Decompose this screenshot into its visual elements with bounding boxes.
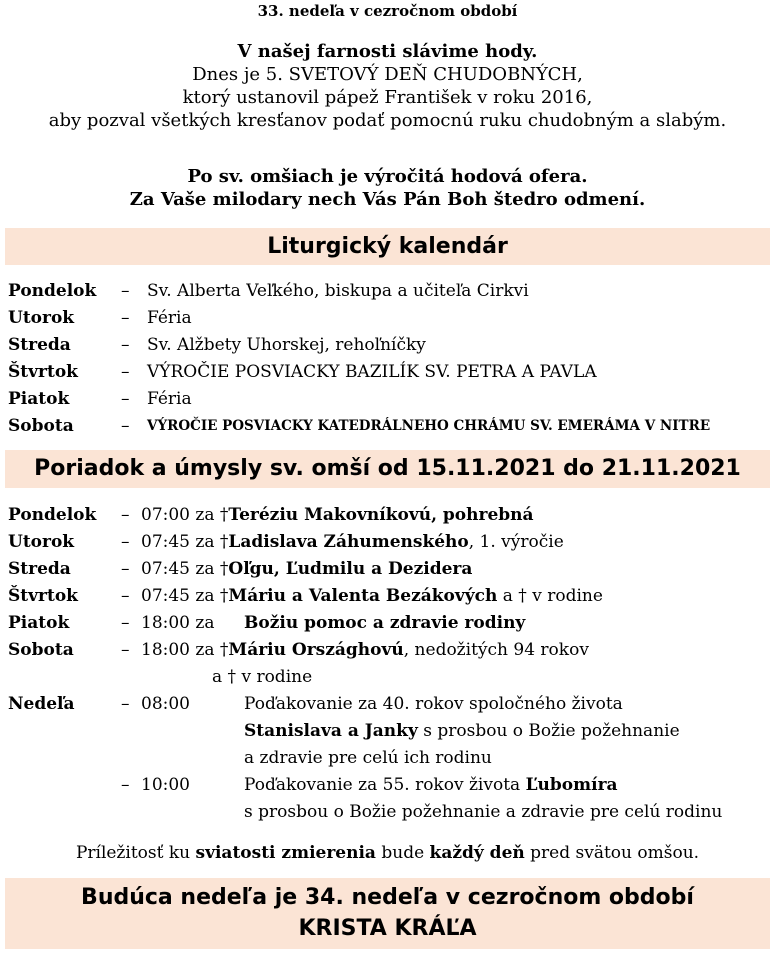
mass-row-continuation bbox=[8, 664, 768, 691]
mass-intention: Ladislava Záhumenského bbox=[228, 532, 469, 552]
mass-intention: Máriu Országhovú bbox=[228, 640, 404, 660]
mass-note: s prosbou o Božie požehnanie a zdravie pre celú rodinu bbox=[244, 802, 723, 822]
mass-day: Sobota bbox=[8, 640, 74, 660]
offer-line-2: Za Vaše milodary nech Vás Pán Boh štedro odmení. bbox=[129, 189, 646, 210]
mass-day: Utorok bbox=[8, 532, 75, 552]
calendar-day: Piatok bbox=[8, 389, 70, 409]
calendar-day: Sobota bbox=[8, 416, 74, 436]
calendar-text: VÝROČIE POSVIACKY BAZILÍK SV. PETRA A PAVLA bbox=[147, 362, 597, 382]
mass-time: 18:00 za bbox=[141, 613, 215, 633]
mass-time: 07:45 za † bbox=[141, 559, 229, 579]
calendar-day: Utorok bbox=[8, 308, 75, 328]
dash: – bbox=[121, 362, 130, 382]
offer-announcement bbox=[0, 165, 775, 211]
calendar-day: Štvrtok bbox=[8, 362, 78, 382]
calendar-text: Féria bbox=[147, 308, 192, 328]
next-sunday-feast: KRISTA KRÁĽA bbox=[298, 916, 477, 941]
mass-day: Streda bbox=[8, 559, 71, 579]
mass-note: , nedožitých 94 rokov bbox=[403, 640, 589, 660]
next-sunday-line: Budúca nedeľa je 34. nedeľa v cezročnom období bbox=[81, 885, 694, 910]
mass-row bbox=[8, 502, 768, 529]
confession-highlight: každý deň bbox=[429, 843, 525, 863]
dash: – bbox=[121, 281, 130, 301]
dash: – bbox=[121, 559, 130, 579]
mass-note: a † v rodine bbox=[212, 667, 313, 687]
dash: – bbox=[121, 640, 130, 660]
mass-note: , 1. výročie bbox=[468, 532, 564, 552]
mass-day: Piatok bbox=[8, 613, 70, 633]
mass-note: s prosbou o Božie požehnanie bbox=[417, 721, 680, 741]
intro-announcement bbox=[0, 40, 775, 132]
confession-text: bude bbox=[375, 843, 430, 863]
mass-note: a zdravie pre celú ich rodinu bbox=[244, 748, 492, 768]
calendar-row bbox=[8, 359, 768, 386]
calendar-text: Sv. Alžbety Uhorskej, rehoľníčky bbox=[147, 335, 426, 355]
dash: – bbox=[121, 308, 130, 328]
feast-line: V našej farnosti slávime hody. bbox=[237, 41, 538, 62]
mass-time: 08:00 bbox=[141, 694, 190, 714]
page-title: 33. nedeľa v cezročnom období bbox=[257, 2, 518, 20]
calendar-row bbox=[8, 413, 768, 440]
next-sunday-banner bbox=[5, 878, 770, 949]
dash: – bbox=[121, 389, 130, 409]
mass-day: Pondelok bbox=[8, 505, 97, 525]
calendar-day: Streda bbox=[8, 335, 71, 355]
calendar-row bbox=[8, 278, 768, 305]
calendar-row bbox=[8, 332, 768, 359]
dash: – bbox=[121, 694, 130, 714]
sunday-row-continuation bbox=[8, 745, 768, 772]
mass-intention: Božiu pomoc a zdravie rodiny bbox=[244, 613, 526, 633]
mass-intention: Stanislava a Janky bbox=[244, 721, 418, 741]
sunday-row-continuation bbox=[8, 718, 768, 745]
calendar-text: Sv. Alberta Veľkého, biskupa a učiteľa Cirkvi bbox=[147, 281, 529, 301]
mass-intention: Poďakovanie za 40. rokov spoločného života bbox=[244, 694, 623, 714]
dash: – bbox=[121, 586, 130, 606]
confession-text: pred svätou omšou. bbox=[524, 843, 700, 863]
sunday-row bbox=[8, 772, 768, 799]
calendar-text: VÝROČIE POSVIACKY KATEDRÁLNEHO CHRÁMU SV. EMERÁMA V NITRE bbox=[147, 418, 711, 434]
intro-line-4: aby pozval všetkých kresťanov podať pomocnú ruku chudobným a slabým. bbox=[48, 110, 727, 131]
mass-day: Štvrtok bbox=[8, 586, 78, 606]
mass-row bbox=[8, 610, 768, 637]
mass-row bbox=[8, 583, 768, 610]
sunday-row bbox=[8, 691, 768, 718]
dash: – bbox=[121, 505, 130, 525]
mass-row bbox=[8, 556, 768, 583]
calendar-heading: Liturgický kalendár bbox=[5, 228, 770, 265]
sunday-row-continuation bbox=[8, 799, 768, 826]
calendar-day: Pondelok bbox=[8, 281, 97, 301]
confession-highlight: sviatosti zmierenia bbox=[195, 843, 376, 863]
confession-note bbox=[0, 843, 775, 863]
mass-intention: Teréziu Makovníkovú, pohrebná bbox=[228, 505, 534, 525]
calendar-row bbox=[8, 386, 768, 413]
confession-text: Príležitosť ku bbox=[75, 843, 196, 863]
offer-line-1: Po sv. omšiach je výročitá hodová ofera. bbox=[187, 166, 588, 187]
mass-row bbox=[8, 637, 768, 664]
dash: – bbox=[121, 416, 130, 436]
dash: – bbox=[121, 613, 130, 633]
mass-row bbox=[8, 529, 768, 556]
calendar-row bbox=[8, 305, 768, 332]
mass-intention: Ľubomíra bbox=[525, 775, 618, 795]
mass-note: a † v rodine bbox=[497, 586, 603, 606]
intro-line-3: ktorý ustanovil pápež František v roku 2016, bbox=[182, 87, 593, 108]
mass-day: Nedeľa bbox=[8, 694, 75, 714]
dash: – bbox=[121, 775, 130, 795]
mass-intention: Máriu a Valenta Bezákových bbox=[228, 586, 498, 606]
intro-line-2: Dnes je 5. SVETOVÝ DEŇ CHUDOBNÝCH, bbox=[192, 64, 583, 85]
mass-time: 07:00 za † bbox=[141, 505, 229, 525]
dash: – bbox=[121, 532, 130, 552]
mass-time: 10:00 bbox=[141, 775, 190, 795]
dash: – bbox=[121, 335, 130, 355]
mass-note: Poďakovanie za 55. rokov života bbox=[244, 775, 526, 795]
mass-schedule-heading: Poriadok a úmysly sv. omší od 15.11.2021 do 21.11.2021 bbox=[5, 450, 770, 488]
mass-time: 07:45 za † bbox=[141, 586, 229, 606]
mass-intention: Oľgu, Ľudmilu a Dezidera bbox=[228, 559, 473, 579]
calendar-text: Féria bbox=[147, 389, 192, 409]
mass-time: 18:00 za † bbox=[141, 640, 229, 660]
mass-time: 07:45 za † bbox=[141, 532, 229, 552]
